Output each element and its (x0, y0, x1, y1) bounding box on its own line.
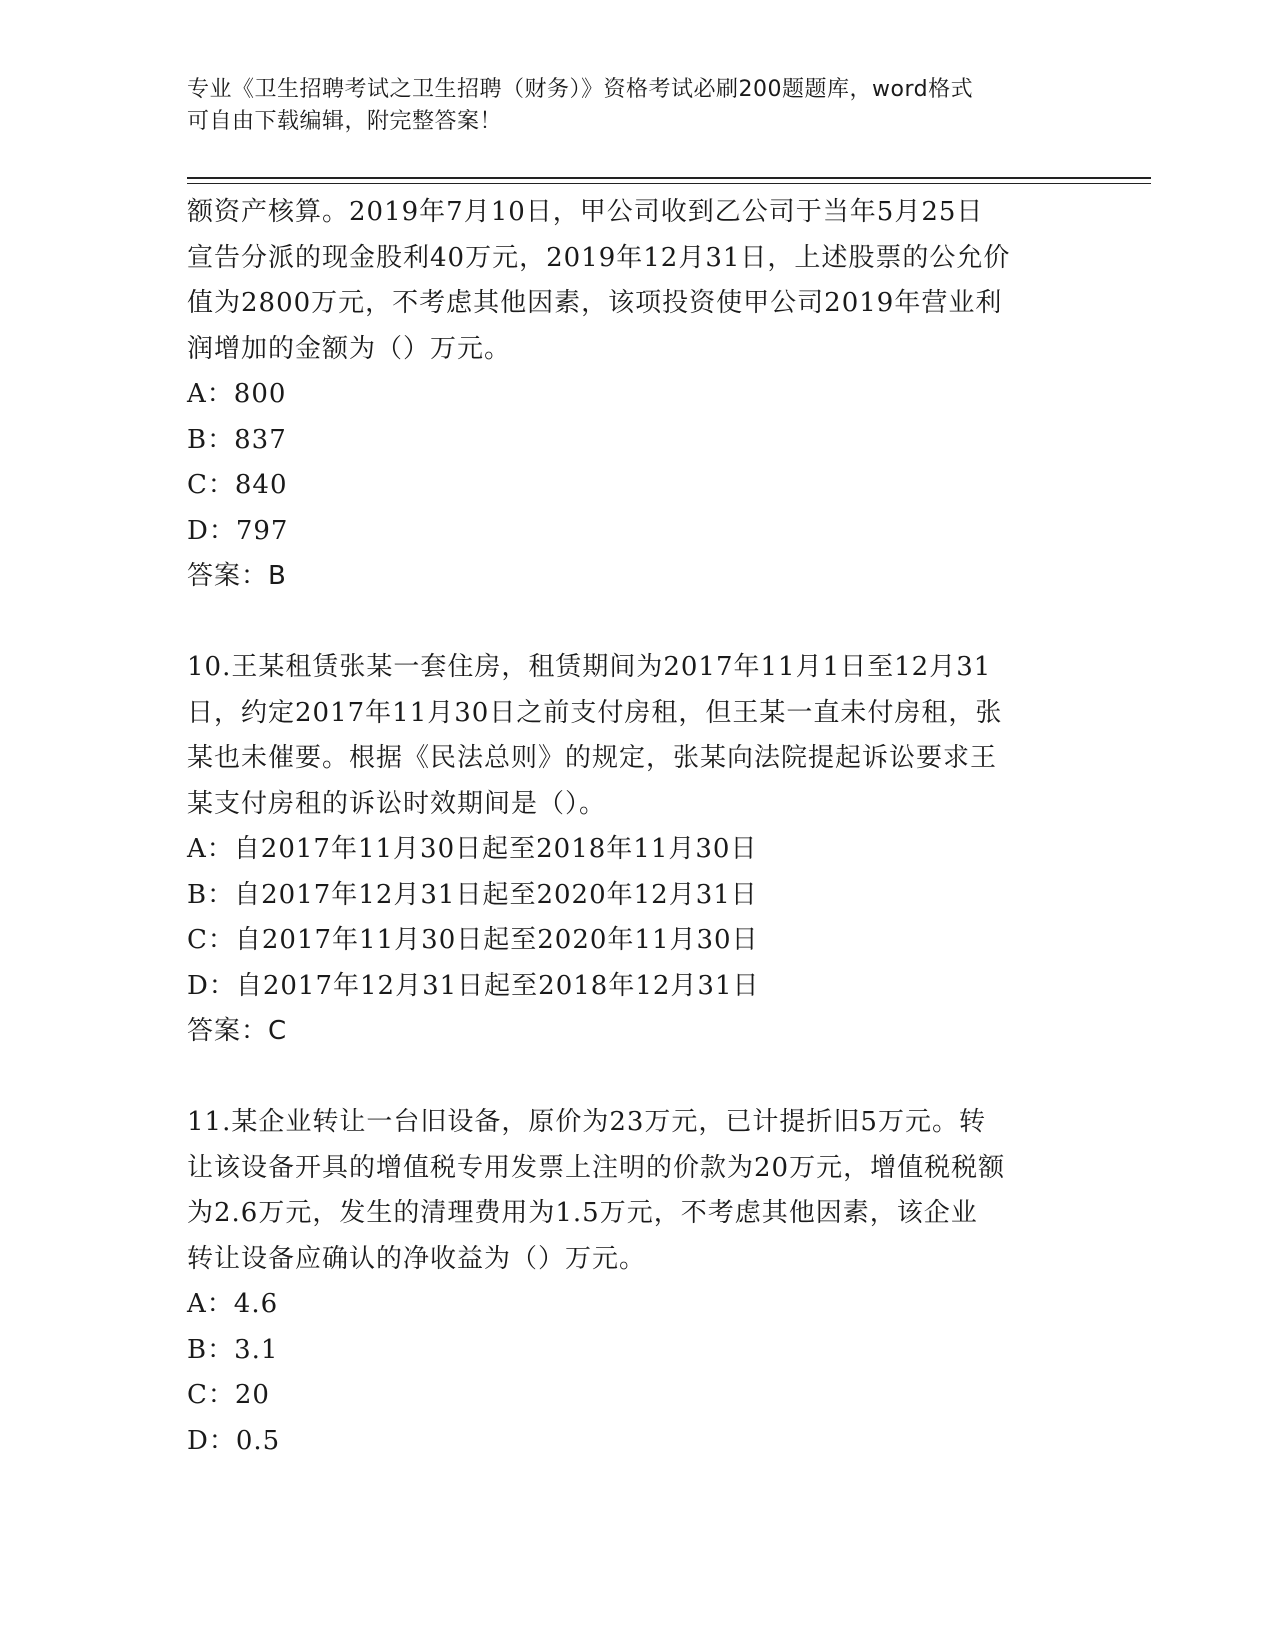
question-text-line: 润增加的金额为（）万元。 (187, 333, 512, 364)
option-b: B：3.1 (187, 1334, 279, 1365)
question-text-line: 10.王某租赁张某一套住房，租赁期间为2017年11月1日至12月31 (187, 652, 992, 682)
answer-line: 答案：B (187, 561, 287, 591)
question-text-line: 日，约定2017年11月30日之前支付房租，但王某一直未付房租，张 (187, 697, 1003, 728)
option-b: B：837 (187, 424, 287, 455)
header-divider (187, 177, 1151, 179)
question-text-line: 11.某企业转让一台旧设备，原价为23万元，已计提折旧5万元。转 (187, 1107, 986, 1137)
question-text-line: 某也未催要。根据《民法总则》的规定，张某向法院提起诉讼要求王 (187, 743, 998, 773)
header-title-line-2: 可自由下载编辑，附完整答案！ (187, 109, 503, 134)
question-text-line: 宣告分派的现金股利40万元，2019年12月31日，上述股票的公允价 (187, 242, 1011, 273)
option-c: C：20 (187, 1380, 270, 1410)
spacer (187, 600, 1087, 646)
header-divider-thin (187, 183, 1151, 184)
option-a: A：4.6 (187, 1289, 279, 1319)
question-content (187, 190, 1087, 1464)
option-d: D：自2017年12月31日起至2018年12月31日 (187, 970, 760, 1001)
option-a: A：自2017年11月30日起至2018年11月30日 (187, 834, 758, 864)
document-header (187, 74, 1067, 138)
question-text-line: 为2.6万元，发生的清理费用为1.5万元，不考虑其他因素，该企业 (187, 1198, 978, 1228)
option-d: D：797 (187, 515, 289, 546)
question-text-line: 让该设备开具的增值税专用发票上注明的价款为20万元，增值税税额 (187, 1152, 1006, 1183)
question-text-line: 某支付房租的诉讼时效期间是（）。 (187, 788, 607, 819)
question-text-line: 额资产核算。2019年7月10日，甲公司收到乙公司于当年5月25日 (187, 197, 984, 227)
question-text-line: 转让设备应确认的净收益为（）万元。 (187, 1243, 647, 1274)
spacer (187, 1055, 1087, 1101)
question-11 (187, 1100, 1087, 1464)
question-text-line: 值为2800万元，不考虑其他因素，该项投资使甲公司2019年营业利 (187, 288, 1003, 318)
option-c: C：840 (187, 470, 288, 500)
option-a: A：800 (187, 379, 287, 409)
question-10 (187, 645, 1087, 1055)
option-b: B：自2017年12月31日起至2020年12月31日 (187, 879, 758, 910)
option-d: D：0.5 (187, 1425, 281, 1456)
answer-line: 答案：C (187, 1016, 288, 1046)
header-title-line-1: 专业《卫生招聘考试之卫生招聘（财务）》资格考试必刷200题题库，word格式 (187, 77, 974, 102)
question-9 (187, 190, 1087, 600)
option-c: C：自2017年11月30日起至2020年11月30日 (187, 925, 759, 955)
